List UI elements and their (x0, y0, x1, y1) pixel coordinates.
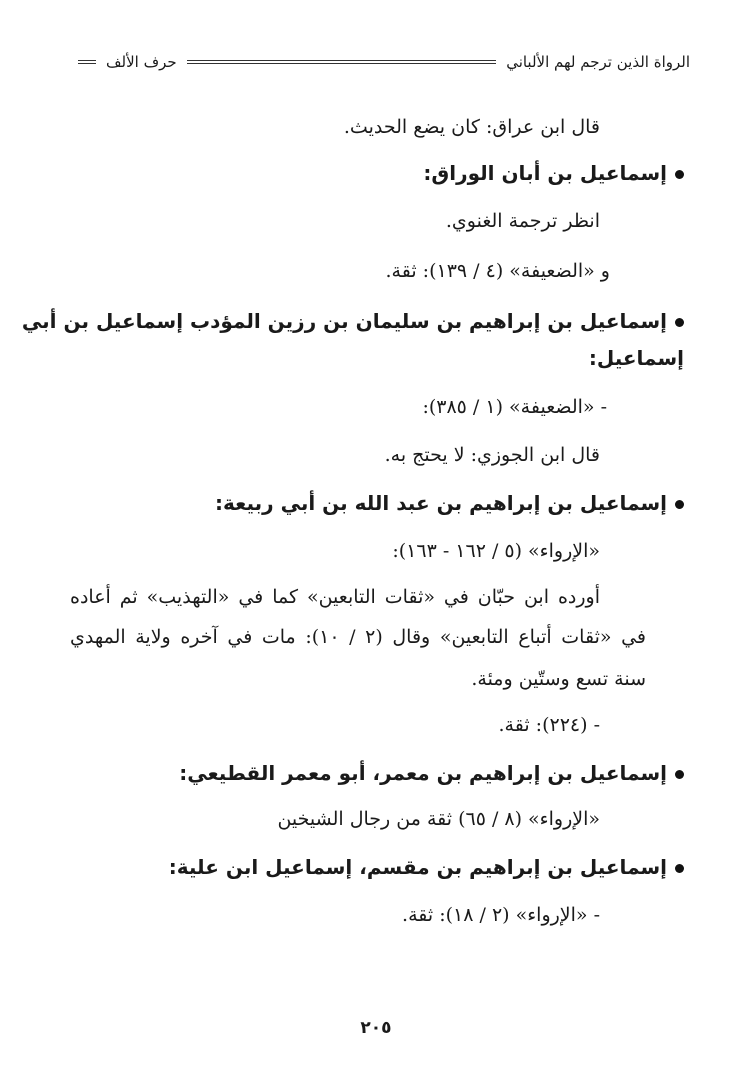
entry-name: إسماعيل بن أبان الوراق: (423, 161, 667, 185)
text-line: «الإرواء» (٨ / ٦٥) ثقة من رجال الشيخين (277, 808, 600, 830)
header-rule (187, 60, 497, 64)
bullet-icon (675, 170, 684, 179)
entry-name: إسماعيل بن إبراهيم بن سليمان بن رزين المؤدب إسماعيل بن أبي (21, 309, 667, 333)
page-number: ٢٠٥ (360, 1018, 392, 1038)
text-line: قال ابن الجوزي: لا يحتج به. (384, 444, 600, 466)
text-line: و «الضعيفة» (٤ / ١٣٩): ثقة. (385, 260, 610, 282)
entry-heading (179, 760, 684, 786)
header-chapter: حرف الألف (106, 53, 177, 71)
entry-heading (21, 308, 684, 334)
entry-heading (169, 854, 684, 880)
bullet-icon (675, 864, 684, 873)
header-short-rule (78, 60, 96, 64)
entry-name: إسماعيل بن إبراهيم بن معمر، أبو معمر القطيعي: (179, 761, 667, 785)
text-line: - «الضعيفة» (١ / ٣٨٥): (422, 396, 607, 418)
entry-heading (215, 490, 684, 516)
text-line: «الإرواء» (٥ / ١٦٢ - ١٦٣): (392, 540, 600, 562)
header-book-title: الرواة الذين ترجم لهم الألباني (506, 53, 690, 71)
text-line: في «ثقات أتباع التابعين» وقال (٢ / ١٠): مات في آخره ولاية المهدي (70, 626, 647, 648)
text-line: - «الإرواء» (٢ / ١٨): ثقة. (402, 904, 600, 926)
text-line: سنة تسع وستّين ومئة. (471, 668, 646, 690)
text-line: أورده ابن حبّان في «ثقات التابعين» كما في «التهذيب» ثم أعاده (70, 586, 600, 608)
entry-heading (423, 160, 684, 186)
bullet-icon (675, 500, 684, 509)
text-line: انظر ترجمة الغنوي. (445, 210, 600, 232)
bullet-icon (675, 318, 684, 327)
running-header (78, 50, 690, 74)
entry-heading-continued: إسماعيل: (588, 346, 684, 370)
text-line: - (٢٢٤): ثقة. (498, 714, 600, 736)
bullet-icon (675, 770, 684, 779)
text-line: قال ابن عراق: كان يضع الحديث. (343, 116, 600, 138)
entry-name: إسماعيل بن إبراهيم بن عبد الله بن أبي ربيعة: (215, 491, 667, 515)
entry-name: إسماعيل بن إبراهيم بن مقسم، إسماعيل ابن علية: (168, 855, 667, 879)
